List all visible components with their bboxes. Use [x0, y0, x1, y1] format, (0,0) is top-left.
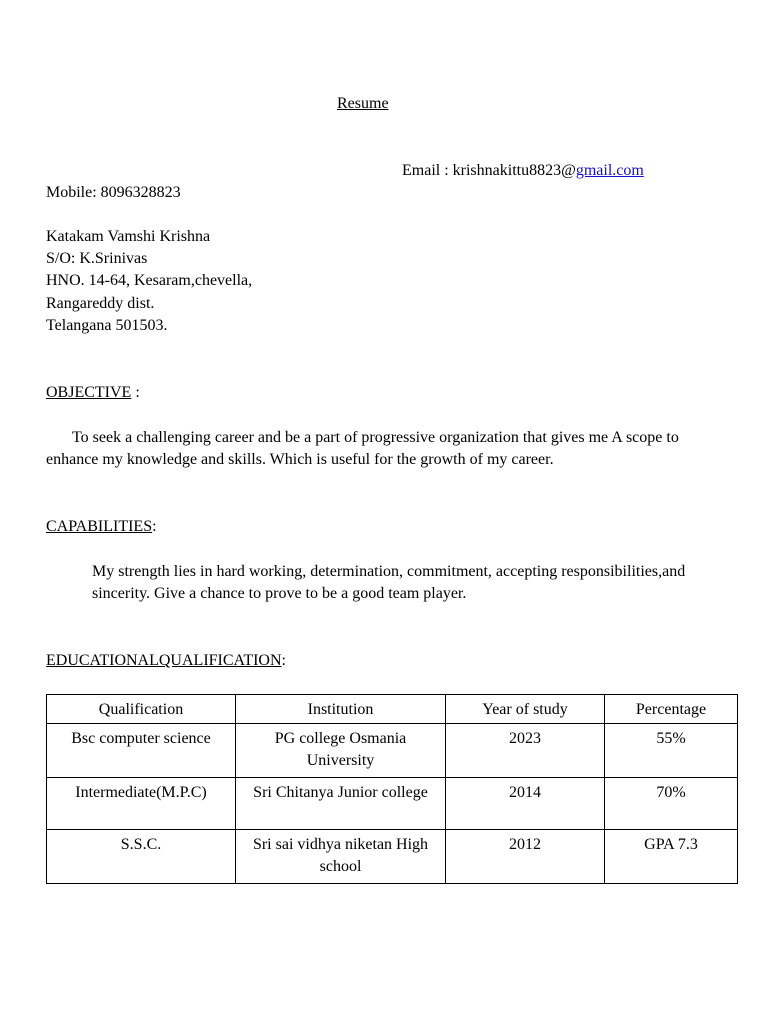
table-header-row — [47, 695, 738, 724]
email-domain-link[interactable]: gmail.com — [575, 162, 644, 179]
cell-qualification: S.S.C. — [47, 830, 236, 884]
district: Rangareddy dist. — [46, 294, 155, 312]
address-block — [46, 226, 252, 337]
cell-year: 2023 — [446, 724, 605, 778]
cell-year: 2012 — [446, 830, 605, 884]
cell-qualification: Intermediate(M.P.C) — [47, 778, 236, 830]
capabilities-paragraph: My strength lies in hard working, determination, commitment, accepting responsibilities,and sincerity. Give a chance to prove to be a good team player. — [92, 563, 686, 602]
cell-year: 2014 — [446, 778, 605, 830]
mobile-number: Mobile: 8096328823 — [46, 184, 181, 201]
cell-institution: Sri Chitanya Junior college — [236, 778, 446, 830]
cell-qualification: Bsc computer science — [47, 724, 236, 778]
objective-paragraph — [46, 427, 696, 471]
objective-heading-text: OBJECTIVE — [46, 384, 132, 401]
education-heading-suffix: : — [281, 652, 286, 669]
capabilities-heading — [46, 516, 157, 538]
email-user: krishnakittu8823@ — [452, 162, 576, 179]
cell-institution: PG college Osmania University — [236, 724, 446, 778]
table-row — [47, 724, 738, 778]
objective-text: To seek a challenging career and be a part of progressive organization that gives me A scope to enhance my knowledge and skills. Which is useful for the growth of my career. — [46, 429, 679, 468]
email-label: Email : — [402, 162, 453, 179]
education-table — [46, 694, 738, 884]
capabilities-heading-text: CAPABILITIES — [46, 518, 153, 535]
table-row — [47, 830, 738, 884]
cell-institution: Sri sai vidhya niketan High school — [236, 830, 446, 884]
email-line — [402, 160, 644, 182]
table-row — [47, 778, 738, 830]
education-heading — [46, 650, 286, 672]
column-header-year: Year of study — [446, 695, 605, 724]
house-address: HNO. 14-64, Kesaram,chevella, — [46, 272, 253, 290]
education-heading-text: EDUCATIONALQUALIFICATION — [46, 652, 282, 669]
column-header-qualification: Qualification — [47, 695, 236, 724]
candidate-name: Katakam Vamshi Krishna — [46, 228, 211, 245]
page-title: Resume — [337, 95, 389, 112]
capabilities-heading-suffix: : — [152, 518, 157, 535]
state-pincode: Telangana 501503. — [46, 316, 168, 334]
cell-percentage: GPA 7.3 — [605, 830, 738, 884]
column-header-institution: Institution — [236, 695, 446, 724]
objective-heading — [46, 382, 140, 404]
column-header-percentage: Percentage — [605, 695, 738, 724]
cell-percentage: 70% — [605, 778, 738, 830]
objective-heading-suffix: : — [131, 384, 140, 401]
cell-percentage: 55% — [605, 724, 738, 778]
parent-name: S/O: K.Srinivas — [46, 250, 148, 268]
